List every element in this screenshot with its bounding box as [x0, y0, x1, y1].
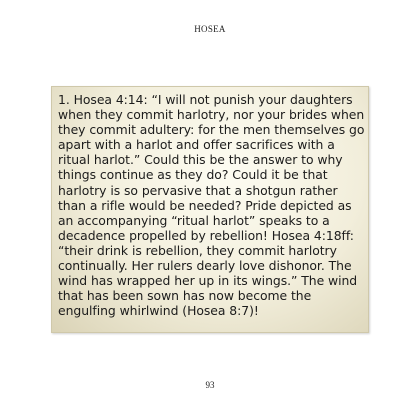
footnote-text: 1. Hosea 4:14: “I will not punish your daughters when they commit harlotry, nor your brides when they commit adultery: for the men themselves go apart with a harlot and offer sacrifices with a ritual harlot.” Could this be the answer to why things continue as they do? Could it be that harlotry is so pervasive that a shotgun rather than a rifle would be needed? Pride depicted as an accompanying “ritual harlot” speaks to a decadence propelled by rebellion! Hosea 4:18ff: “their drink is rebellion, they commit harlotry continually. Her rulers dearly love dishonor. The wind has wrapped her up in its wings.” The wind that has been sown has now become the engulfing whirlwind (Hosea 8:7)!: [58, 92, 365, 319]
footnote-box: [51, 86, 369, 333]
running-header: HOSEA: [194, 24, 226, 34]
page-number: 93: [205, 380, 215, 390]
